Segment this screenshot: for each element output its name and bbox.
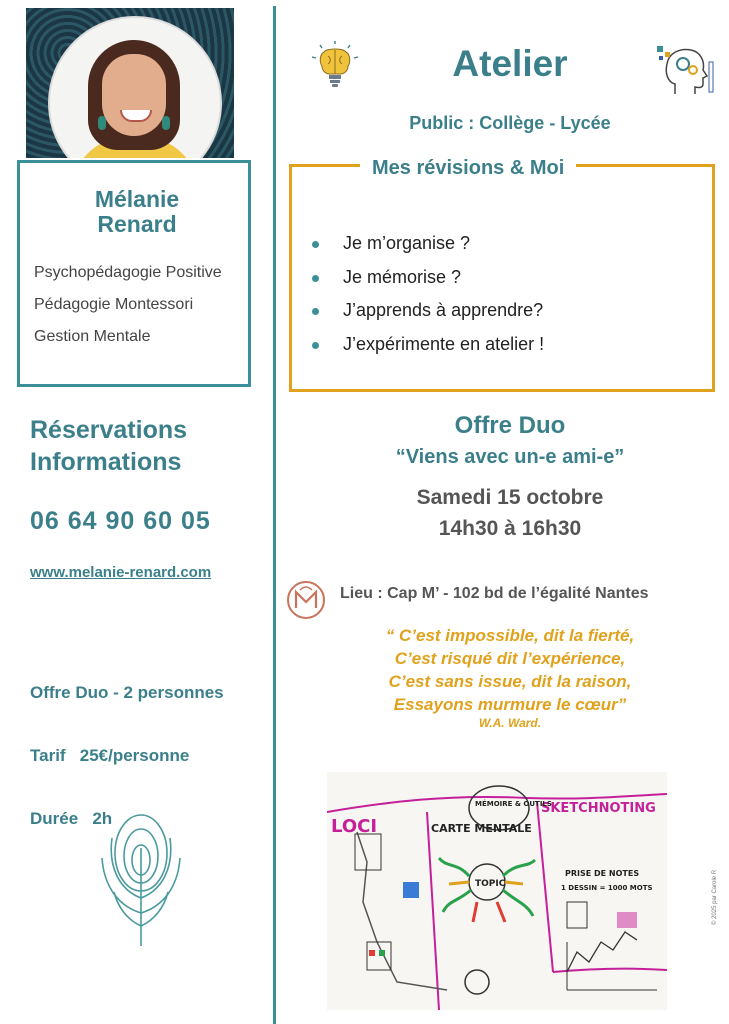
reservations-label: Réservations: [30, 416, 188, 444]
head-gears-icon: [655, 42, 715, 97]
profile-photo: [26, 8, 234, 158]
event-location: Lieu : Cap M’ - 102 bd de l’égalité Nantes: [340, 585, 649, 602]
bullet-icon: [312, 241, 319, 248]
event-date: Samedi 15 octobre: [416, 486, 604, 509]
bullet-icon: [312, 342, 319, 349]
sketch-label: SKETCHNOTING: [541, 801, 656, 816]
reservations-heading: [30, 414, 187, 478]
bullet-icon: [312, 275, 319, 282]
event-time: 14h30 à 16h30: [438, 517, 582, 540]
sketchnote-illustration: [327, 772, 667, 1010]
topic-item: J’apprends à apprendre?: [312, 300, 543, 321]
bullet-icon: [312, 308, 319, 315]
price-line: Tarif 25€/personne: [30, 746, 190, 765]
quote-line: “ C’est impossible, dit la fierté,: [385, 626, 635, 645]
cap-m-logo-icon: [286, 580, 326, 620]
sketch-label: MÉMOIRE & OUTILS: [475, 800, 552, 808]
quote-line: Essayons murmure le cœur”: [393, 695, 627, 714]
page-title: Atelier: [452, 43, 568, 84]
name-last: Renard: [97, 211, 177, 237]
specialty-item: Psychopédagogie Positive: [34, 264, 222, 281]
duration-line: Durée 2h: [30, 809, 113, 828]
phone-number[interactable]: 06 64 90 60 05: [30, 507, 211, 535]
offer-duo-line: Offre Duo - 2 personnes: [30, 683, 224, 702]
sketch-label: CARTE MENTALE: [431, 822, 532, 835]
specialty-item: Gestion Mentale: [34, 328, 151, 345]
topics-box-title: Mes révisions & Moi: [360, 157, 576, 180]
sketch-label: TOPIC: [475, 879, 506, 889]
profile-card: [17, 160, 251, 387]
sketch-label: PRISE DE NOTES: [565, 869, 640, 878]
informations-label: Informations: [30, 448, 182, 476]
specialty-item: Pédagogie Montessori: [34, 296, 194, 313]
quote-author: W.A. Ward.: [478, 716, 542, 730]
topic-item: J’expérimente en atelier !: [312, 334, 544, 355]
topic-item: Je mémorise ?: [312, 267, 461, 288]
copyright-text: © 2025 par Carole R: [712, 869, 718, 925]
name-first: Mélanie: [94, 186, 180, 212]
offer-title: Offre Duo: [454, 412, 566, 439]
offer-tagline: “Viens avec un-e ami-e”: [395, 446, 625, 468]
sketch-label: LOCI: [331, 816, 378, 837]
website-link[interactable]: www.melanie-renard.com: [30, 564, 212, 581]
peacock-feather-icon: [100, 808, 182, 948]
quote-line: C’est sans issue, dit la raison,: [388, 672, 632, 691]
quote-line: C’est risqué dit l’expérience,: [394, 649, 626, 668]
sketch-label: 1 DESSIN = 1000 MOTS: [561, 884, 653, 892]
profile-name: [20, 187, 254, 237]
column-divider: [273, 6, 276, 1024]
audience-label: Public : Collège - Lycée: [409, 113, 611, 133]
topic-item: Je m’organise ?: [312, 233, 470, 254]
